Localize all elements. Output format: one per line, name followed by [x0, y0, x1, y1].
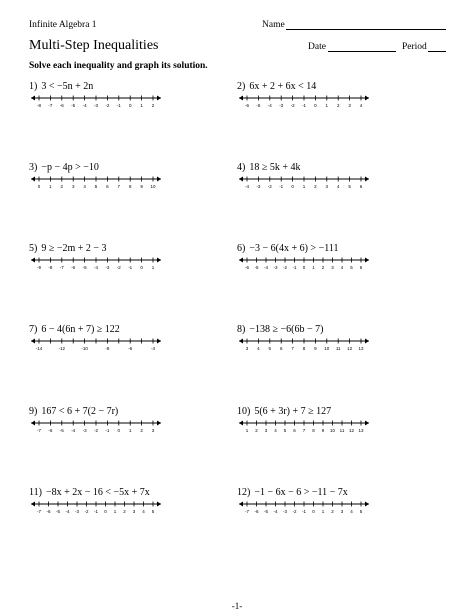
tick-label: -2: [290, 103, 295, 108]
number-line[interactable]: [31, 337, 161, 351]
left-arrow-icon: [239, 421, 243, 426]
tick-label: 3: [348, 103, 351, 108]
tick-label: 0: [312, 509, 315, 514]
tick-label: 3: [151, 428, 155, 433]
inequality-text: 18 ≥ 5k + 4k: [249, 162, 301, 173]
number-line[interactable]: [239, 419, 369, 433]
tick-label: 10: [329, 428, 336, 433]
tick-label: 9: [321, 428, 325, 433]
course-name: Infinite Algebra 1: [29, 20, 97, 30]
left-arrow-icon: [31, 258, 35, 263]
problem-7: [29, 324, 189, 364]
right-arrow-icon: [157, 502, 161, 507]
tick-label: 13: [358, 428, 364, 433]
tick-label: 2: [123, 509, 126, 514]
left-arrow-icon: [31, 339, 35, 344]
tick-label: -8: [36, 103, 42, 108]
tick-label: 0: [104, 509, 107, 514]
tick-label: -6: [244, 103, 250, 108]
tick-label: -3: [74, 509, 80, 514]
tick-label: -6: [59, 103, 64, 108]
tick-label: -6: [48, 428, 53, 433]
tick-label: -3: [282, 509, 288, 514]
tick-label: -6: [128, 346, 133, 351]
tick-label: -7: [48, 103, 53, 108]
problem-equation: [29, 243, 107, 254]
tick-label: 4: [336, 184, 340, 189]
tick-label: 11: [335, 346, 341, 351]
problem-6: [237, 243, 397, 283]
right-arrow-icon: [157, 96, 161, 101]
number-line[interactable]: [239, 337, 369, 351]
tick-label: -3: [256, 184, 261, 189]
problem-equation: [237, 243, 338, 254]
tick-label: 3: [71, 184, 75, 189]
right-arrow-icon: [365, 339, 369, 344]
tick-label: 2: [331, 509, 334, 514]
problem-number: 10): [237, 406, 251, 417]
tick-label: 0: [314, 103, 317, 108]
problem-4: [237, 162, 397, 202]
problem-equation: [237, 81, 316, 92]
right-arrow-icon: [157, 177, 161, 182]
problem-number: 12): [237, 487, 251, 498]
tick-label: 6: [279, 346, 283, 351]
inequality-text: −p − 4p > −10: [41, 162, 99, 173]
problem-number: 2): [237, 81, 246, 92]
number-line[interactable]: [239, 94, 369, 108]
tick-label: 1: [312, 265, 315, 270]
number-line[interactable]: [31, 419, 161, 433]
name-label: Name: [262, 20, 285, 30]
tick-label: -4: [273, 509, 278, 514]
tick-label: -1: [116, 103, 121, 108]
tick-label: 6: [293, 428, 296, 433]
tick-label: 2: [255, 428, 258, 433]
period-field-line[interactable]: [428, 51, 446, 52]
page-title: Multi-Step Inequalities: [29, 38, 159, 53]
tick-label: -6: [71, 265, 76, 270]
tick-label: -8: [105, 346, 110, 351]
tick-label: 4: [83, 184, 86, 189]
tick-label: -6: [244, 265, 250, 270]
tick-label: -1: [292, 265, 297, 270]
tick-label: 5: [348, 184, 351, 189]
problem-5: [29, 243, 189, 283]
right-arrow-icon: [157, 339, 161, 344]
right-arrow-icon: [157, 421, 161, 426]
tick-label: -4: [263, 265, 269, 270]
number-line[interactable]: [31, 256, 161, 270]
tick-label: 7: [117, 184, 121, 189]
tick-label: -2: [267, 184, 272, 189]
tick-label: 9: [140, 184, 143, 189]
tick-label: 1: [140, 103, 143, 108]
number-line[interactable]: [239, 256, 369, 270]
left-arrow-icon: [239, 96, 243, 101]
tick-label: -4: [93, 265, 99, 270]
tick-label: 3: [340, 509, 344, 514]
tick-label: -5: [82, 265, 87, 270]
left-arrow-icon: [31, 502, 35, 507]
tick-label: 1: [128, 428, 132, 433]
number-line[interactable]: [239, 175, 369, 189]
tick-label: -4: [65, 509, 70, 514]
tick-label: -5: [55, 509, 61, 514]
problem-number: 9): [29, 406, 38, 417]
problem-equation: [237, 487, 348, 498]
inequality-text: 9 ≥ −2m + 2 − 3: [41, 243, 107, 254]
problem-2: [237, 81, 397, 121]
tick-label: -2: [282, 265, 288, 270]
tick-label: 8: [302, 346, 306, 351]
tick-label: -5: [59, 428, 64, 433]
tick-label: -12: [58, 346, 66, 351]
tick-label: 5: [94, 184, 98, 189]
tick-label: 1: [113, 509, 117, 514]
problem-number: 3): [29, 162, 38, 173]
tick-label: -3: [82, 428, 87, 433]
tick-label: -1: [93, 509, 99, 514]
tick-label: -3: [279, 103, 284, 108]
tick-label: -4: [244, 184, 250, 189]
problem-equation: [29, 162, 99, 173]
problem-8: [237, 324, 397, 364]
problem-number: 11): [29, 487, 42, 498]
tick-label: 7: [291, 346, 294, 351]
problem-number: 4): [237, 162, 246, 173]
tick-label: 6: [106, 184, 109, 189]
tick-label: 2: [321, 265, 325, 270]
inequality-text: 6 − 4(6n + 7) ≥ 122: [41, 324, 120, 335]
tick-label: -1: [301, 509, 307, 514]
left-arrow-icon: [31, 421, 35, 426]
problem-number: 5): [29, 243, 38, 254]
tick-label: -6: [254, 509, 259, 514]
tick-label: 4: [274, 428, 277, 433]
problem-9: [29, 406, 189, 446]
right-arrow-icon: [157, 258, 161, 263]
tick-label: 0: [117, 428, 121, 433]
tick-label: -2: [105, 103, 110, 108]
tick-label: -1: [279, 184, 284, 189]
tick-label: 3: [264, 428, 268, 433]
problem-equation: [29, 81, 93, 92]
tick-label: 12: [347, 346, 353, 351]
problem-11: [29, 487, 189, 527]
problem-12: [237, 487, 397, 527]
date-field-line[interactable]: [328, 51, 396, 52]
tick-label: -8: [48, 265, 53, 270]
right-arrow-icon: [365, 502, 369, 507]
tick-label: 9: [314, 346, 317, 351]
tick-label: 7: [302, 428, 306, 433]
tick-label: -3: [93, 103, 99, 108]
right-arrow-icon: [365, 177, 369, 182]
tick-label: 2: [151, 103, 155, 108]
tick-label: -6: [46, 509, 51, 514]
tick-label: 2: [140, 428, 143, 433]
tick-label: -2: [93, 428, 99, 433]
tick-label: 1: [325, 103, 329, 108]
problem-equation: [237, 324, 323, 335]
right-arrow-icon: [365, 258, 369, 263]
right-arrow-icon: [365, 421, 369, 426]
tick-label: 5: [359, 509, 363, 514]
tick-label: -2: [292, 509, 297, 514]
tick-label: 8: [128, 184, 132, 189]
tick-label: 6: [359, 184, 363, 189]
tick-label: 0: [37, 184, 41, 189]
tick-label: -7: [244, 509, 250, 514]
tick-label: 12: [348, 428, 355, 433]
tick-label: 0: [291, 184, 294, 189]
tick-label: -4: [82, 103, 87, 108]
problem-equation: [29, 487, 150, 498]
inequality-text: 5(6 + 3r) + 7 ≥ 127: [254, 406, 332, 417]
tick-label: 0: [302, 265, 306, 270]
instructions: Solve each inequality and graph its solution.: [29, 61, 208, 71]
tick-label: 2: [314, 184, 317, 189]
tick-label: 4: [257, 346, 260, 351]
tick-label: -5: [254, 265, 259, 270]
tick-label: -3: [273, 265, 278, 270]
inequality-text: −3 − 6(4x + 6) > −111: [249, 243, 339, 254]
tick-label: 11: [339, 428, 345, 433]
tick-label: 1: [321, 509, 325, 514]
tick-label: -5: [256, 103, 261, 108]
name-field-line[interactable]: [286, 29, 446, 30]
number-line[interactable]: [31, 175, 161, 189]
tick-label: 1: [302, 184, 306, 189]
problem-equation: [237, 406, 331, 417]
problem-1: [29, 81, 189, 121]
tick-label: -2: [116, 265, 121, 270]
tick-label: 5: [283, 428, 287, 433]
tick-label: -1: [301, 103, 307, 108]
inequality-text: −8x + 2x − 16 < −5x + 7x: [45, 487, 150, 498]
tick-label: -14: [35, 346, 43, 351]
tick-label: 4: [359, 103, 363, 108]
number-line[interactable]: [31, 94, 161, 108]
tick-label: 5: [268, 346, 272, 351]
tick-label: 2: [60, 184, 64, 189]
problem-number: 1): [29, 81, 38, 92]
right-arrow-icon: [365, 96, 369, 101]
tick-label: -7: [36, 509, 42, 514]
tick-label: -4: [150, 346, 156, 351]
tick-label: -4: [267, 103, 272, 108]
inequality-text: −1 − 6x − 6 > −11 − 7x: [254, 487, 348, 498]
inequality-text: 167 < 6 + 7(2 − 7r): [41, 406, 119, 417]
tick-label: 1: [245, 428, 249, 433]
tick-label: 4: [350, 509, 353, 514]
tick-label: 6: [359, 265, 363, 270]
tick-label: -7: [59, 265, 64, 270]
tick-label: -9: [36, 265, 42, 270]
tick-label: 4: [340, 265, 344, 270]
left-arrow-icon: [31, 177, 35, 182]
tick-label: -5: [71, 103, 76, 108]
tick-label: 5: [350, 265, 353, 270]
problem-number: 6): [237, 243, 246, 254]
problem-10: [237, 406, 397, 446]
left-arrow-icon: [239, 258, 243, 263]
tick-label: 3: [325, 184, 329, 189]
inequality-text: −138 ≥ −6(6b − 7): [249, 324, 324, 335]
tick-label: 3: [331, 265, 334, 270]
problem-3: [29, 162, 189, 202]
tick-label: 0: [128, 103, 132, 108]
tick-label: 3: [132, 509, 136, 514]
tick-label: 1: [151, 265, 155, 270]
date-label: Date: [308, 42, 326, 52]
tick-label: -4: [71, 428, 76, 433]
tick-label: -2: [84, 509, 89, 514]
tick-label: -1: [128, 265, 133, 270]
tick-label: 2: [336, 103, 340, 108]
left-arrow-icon: [239, 502, 243, 507]
number-line[interactable]: [239, 500, 369, 514]
tick-label: 1: [49, 184, 52, 189]
tick-label: -7: [36, 428, 42, 433]
tick-label: -1: [105, 428, 110, 433]
tick-label: 10: [150, 184, 156, 189]
left-arrow-icon: [31, 96, 35, 101]
problem-equation: [29, 324, 120, 335]
number-line[interactable]: [31, 500, 161, 514]
period-label: Period: [402, 42, 427, 52]
page-number: -1-: [231, 601, 243, 611]
tick-label: 3: [245, 346, 249, 351]
tick-label: 10: [324, 346, 330, 351]
tick-label: -5: [263, 509, 269, 514]
tick-label: 13: [358, 346, 364, 351]
tick-label: -3: [105, 265, 110, 270]
problem-equation: [29, 406, 118, 417]
tick-label: 4: [142, 509, 145, 514]
tick-label: 5: [151, 509, 155, 514]
inequality-text: 6x + 2 + 6x < 14: [249, 81, 317, 92]
left-arrow-icon: [239, 339, 243, 344]
problem-equation: [237, 162, 300, 173]
problem-number: 7): [29, 324, 38, 335]
tick-label: -10: [81, 346, 88, 351]
tick-label: 8: [312, 428, 315, 433]
problem-number: 8): [237, 324, 246, 335]
inequality-text: 3 < −5n + 2n: [41, 81, 94, 92]
left-arrow-icon: [239, 177, 243, 182]
tick-label: 0: [140, 265, 143, 270]
